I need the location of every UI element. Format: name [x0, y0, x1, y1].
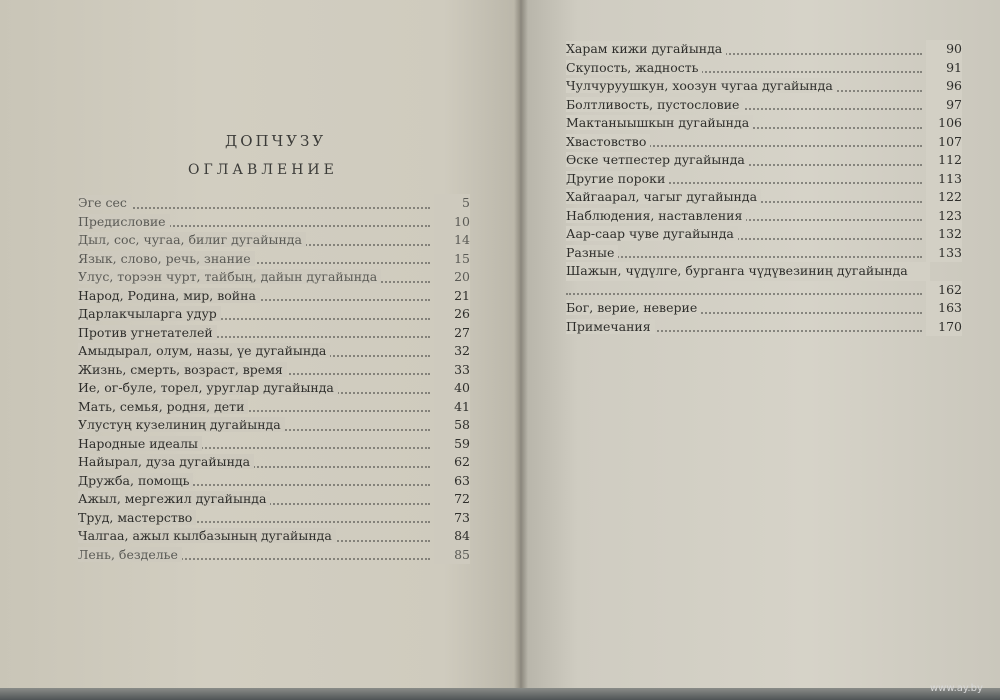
toc-entry-page: 84 — [434, 527, 470, 546]
toc-entry-page: 106 — [926, 114, 962, 133]
toc-entry — [78, 287, 470, 306]
toc-entry — [566, 59, 962, 78]
toc-entry-page: 33 — [434, 361, 470, 380]
toc-entry — [78, 490, 470, 509]
toc-entry-page: 96 — [926, 77, 962, 96]
toc-entry-title: Бог, верие, неверие — [566, 300, 701, 315]
toc-entry — [566, 96, 962, 115]
toc-entry-page: 97 — [926, 96, 962, 115]
toc-entry-page: 112 — [926, 151, 962, 170]
toc-entry-title: Амыдырал, олум, назы, үе дугайында — [78, 343, 330, 358]
toc-entry-title: Аар-саар чуве дугайында — [566, 226, 738, 241]
toc-entry-title: Хвастовство — [566, 134, 650, 149]
toc-entry-page: 162 — [926, 281, 962, 300]
toc-entry-page: 133 — [926, 244, 962, 263]
toc-entry-title: Скупость, жадность — [566, 60, 702, 75]
toc-entry — [78, 231, 470, 250]
toc-entry — [78, 398, 470, 417]
toc-entry — [78, 527, 470, 546]
toc-entry — [78, 342, 470, 361]
toc-list-left — [78, 194, 470, 564]
toc-entry-page: 32 — [434, 342, 470, 361]
toc-entry-page: 163 — [926, 299, 962, 318]
toc-entry — [566, 207, 962, 226]
page-subheading: ОГЛАВЛЕНИЕ — [188, 162, 338, 178]
toc-entry-page: 90 — [926, 40, 962, 59]
toc-entry-page: 73 — [434, 509, 470, 528]
toc-entry-title: Чалгаа, ажыл кылбазының дугайында — [78, 528, 336, 543]
toc-entry-title: Улустуң кузелиниң дугайында — [78, 417, 285, 432]
toc-entry-title: Найырал, дуза дугайында — [78, 454, 254, 469]
toc-entry — [566, 244, 962, 263]
toc-entry — [78, 194, 470, 213]
toc-entry — [78, 250, 470, 269]
toc-entry-title: Эге сес — [78, 195, 131, 210]
book-cover-edge — [0, 688, 1000, 700]
toc-entry — [566, 188, 962, 207]
toc-entry-page: 58 — [434, 416, 470, 435]
toc-entry — [566, 262, 962, 299]
toc-entry-title: Дружба, помощь — [78, 473, 193, 488]
toc-entry — [566, 170, 962, 189]
toc-entry-title: Народные идеалы — [78, 436, 202, 451]
toc-entry-title: Лень, безделье — [78, 547, 182, 562]
toc-entry — [566, 114, 962, 133]
toc-entry-page: 14 — [434, 231, 470, 250]
toc-entry-page: 21 — [434, 287, 470, 306]
toc-entry — [566, 40, 962, 59]
toc-entry — [78, 268, 470, 287]
toc-entry — [78, 361, 470, 380]
toc-entry — [78, 472, 470, 491]
toc-entry — [78, 324, 470, 343]
toc-entry-title: Труд, мастерство — [78, 510, 196, 525]
toc-entry-title: Ие, ог-буле, торел, уруглар дугайында — [78, 380, 338, 395]
toc-entry-title: Жизнь, смерть, возраст, время — [78, 362, 287, 377]
toc-entry-title: Наблюдения, наставления — [566, 208, 746, 223]
toc-entry-page: 40 — [434, 379, 470, 398]
toc-entry-title: Разные — [566, 245, 618, 260]
toc-entry-page: 63 — [434, 472, 470, 491]
toc-entry-title: Хайгаарал, чагыг дугайында — [566, 189, 761, 204]
toc-entry-title: Язык, слово, речь, знание — [78, 251, 255, 266]
toc-entry-title: Болтливость, пустословие — [566, 97, 743, 112]
toc-entry-page: 91 — [926, 59, 962, 78]
toc-entry-title: Народ, Родина, мир, война — [78, 288, 260, 303]
toc-entry-title: Харам кижи дугайында — [566, 41, 726, 56]
toc-entry-title: Мактаныышкын дугайында — [566, 115, 753, 130]
toc-entry — [78, 305, 470, 324]
toc-entry-page: 26 — [434, 305, 470, 324]
toc-entry — [78, 435, 470, 454]
toc-entry-title: Улус, торээн чурт, тайбың, дайын дугайында — [78, 269, 381, 284]
toc-list-right — [566, 40, 962, 336]
toc-entry-title: Мать, семья, родня, дети — [78, 399, 248, 414]
toc-entry-title: Ажыл, мергежил дугайында — [78, 491, 270, 506]
toc-entry-title: Дыл, сос, чугаа, билиг дугайында — [78, 232, 306, 247]
toc-entry — [78, 379, 470, 398]
toc-entry-title: Шажын, чүдүлге, бурганга чүдүвезиниң дугайында — [566, 262, 930, 281]
toc-entry — [78, 453, 470, 472]
toc-entry-page: 123 — [926, 207, 962, 226]
toc-entry-page: 15 — [434, 250, 470, 269]
toc-entry-title: Другие пороки — [566, 171, 669, 186]
toc-entry-page: 10 — [434, 213, 470, 232]
toc-entry — [566, 77, 962, 96]
toc-entry-page: 27 — [434, 324, 470, 343]
toc-entry-page: 41 — [434, 398, 470, 417]
toc-entry-title: Предисловие — [78, 214, 170, 229]
toc-entry — [566, 133, 962, 152]
toc-entry-page: 107 — [926, 133, 962, 152]
toc-entry-title: Чулчуруушкун, хоозун чугаа дугайында — [566, 78, 837, 93]
toc-entry-page: 72 — [434, 490, 470, 509]
page-heading: ДОПЧУЗУ — [225, 132, 327, 150]
toc-entry-title: Против угнетателей — [78, 325, 217, 340]
toc-entry-page: 62 — [434, 453, 470, 472]
toc-entry — [78, 509, 470, 528]
toc-entry-page: 170 — [926, 318, 962, 337]
toc-entry — [566, 318, 962, 337]
toc-entry — [566, 225, 962, 244]
toc-entry-title: Примечания — [566, 319, 655, 334]
toc-entry — [78, 213, 470, 232]
toc-entry-page: 113 — [926, 170, 962, 189]
book-gutter — [514, 0, 528, 690]
watermark: www.ay.by — [930, 683, 983, 694]
toc-entry-page: 5 — [434, 194, 470, 213]
toc-entry — [78, 546, 470, 565]
toc-entry-page: 20 — [434, 268, 470, 287]
toc-entry-page: 132 — [926, 225, 962, 244]
toc-entry-page: 59 — [434, 435, 470, 454]
toc-entry-title: Өске четпестер дугайында — [566, 152, 749, 167]
toc-entry-page: 85 — [434, 546, 470, 565]
toc-entry — [566, 299, 962, 318]
toc-entry-page: 122 — [926, 188, 962, 207]
toc-entry-title: Дарлакчыларга удур — [78, 306, 221, 321]
toc-entry — [78, 416, 470, 435]
toc-entry — [566, 151, 962, 170]
